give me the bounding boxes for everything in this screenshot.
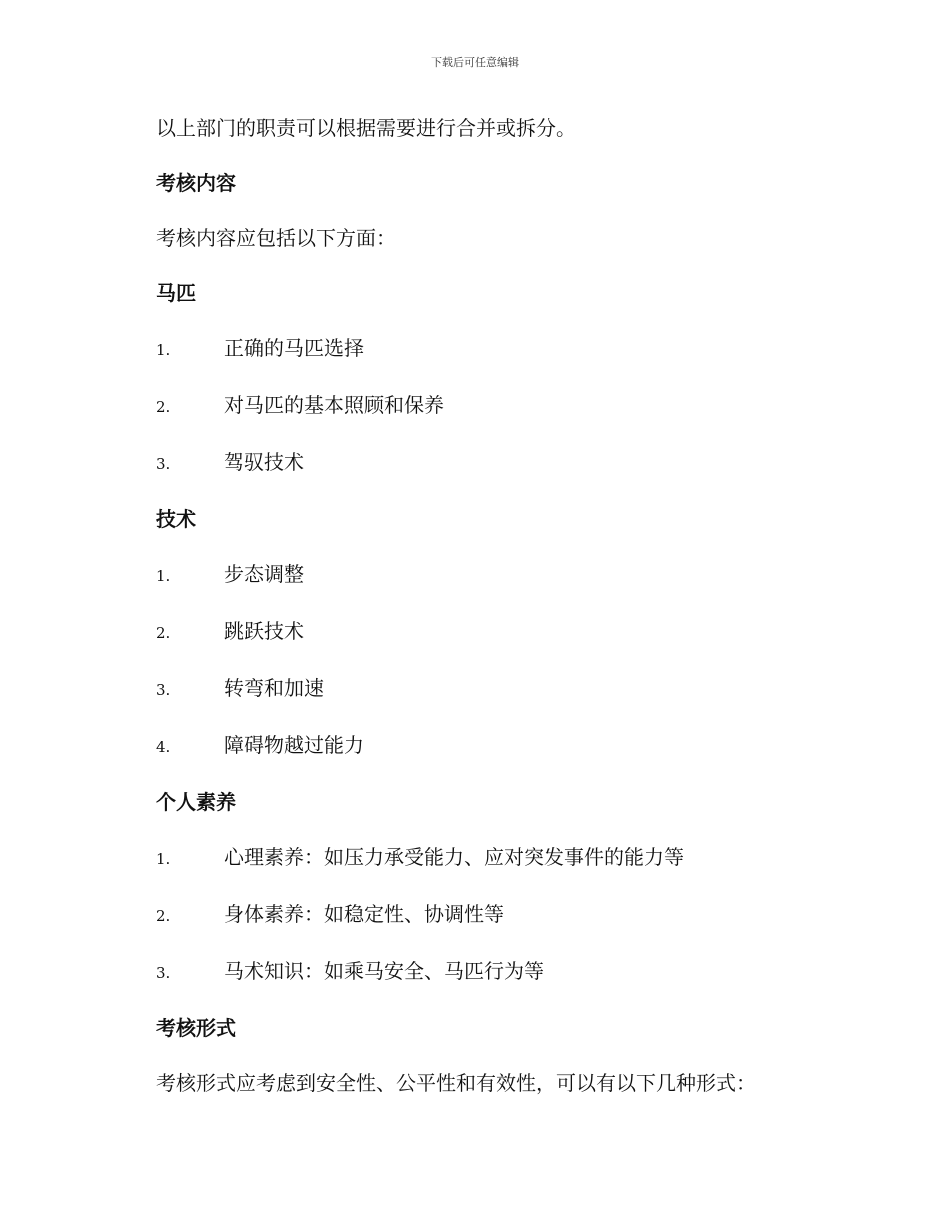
list-number: 1. xyxy=(156,567,171,585)
list-number: 2. xyxy=(156,624,171,642)
list-number: 1. xyxy=(156,341,171,359)
list-number: 4. xyxy=(156,738,171,756)
heading-assessment-content: 考核内容 xyxy=(156,171,236,195)
list-text: 心理素养：如压力承受能力、应对突发事件的能力等 xyxy=(224,845,684,869)
heading-horse: 马匹 xyxy=(156,281,196,305)
list-item xyxy=(156,730,836,762)
heading-assessment-format: 考核形式 xyxy=(156,1016,236,1040)
list-item xyxy=(156,559,836,591)
heading-technique: 技术 xyxy=(156,507,196,531)
list-number: 3. xyxy=(156,681,171,699)
document-body xyxy=(156,113,836,1123)
list-text: 正确的马匹选择 xyxy=(224,336,364,360)
paragraph-assessment-intro: 考核内容应包括以下方面： xyxy=(156,226,396,250)
paragraph-department-duties: 以上部门的职责可以根据需要进行合并或拆分。 xyxy=(156,116,576,140)
list-item xyxy=(156,842,836,874)
list-text: 步态调整 xyxy=(224,562,304,586)
list-item xyxy=(156,956,836,988)
list-item xyxy=(156,390,836,422)
list-text: 转弯和加速 xyxy=(224,676,324,700)
list-technique xyxy=(156,559,836,762)
list-item xyxy=(156,333,836,365)
list-item xyxy=(156,673,836,705)
list-number: 3. xyxy=(156,455,171,473)
list-text: 对马匹的基本照顾和保养 xyxy=(224,393,444,417)
list-text: 身体素养：如稳定性、协调性等 xyxy=(224,902,504,926)
list-number: 2. xyxy=(156,398,171,416)
list-text: 驾驭技术 xyxy=(224,450,304,474)
page-header-note: 下载后可任意编辑 xyxy=(431,56,519,69)
list-horse xyxy=(156,333,836,479)
list-text: 跳跃技术 xyxy=(224,619,304,643)
list-item xyxy=(156,899,836,931)
paragraph-assessment-format: 考核形式应考虑到安全性、公平性和有效性，可以有以下几种形式： xyxy=(156,1071,756,1095)
list-number: 1. xyxy=(156,850,171,868)
heading-personal-quality: 个人素养 xyxy=(156,790,236,814)
list-item xyxy=(156,616,836,648)
list-item xyxy=(156,447,836,479)
list-personal-quality xyxy=(156,842,836,988)
list-text: 马术知识：如乘马安全、马匹行为等 xyxy=(224,959,544,983)
list-number: 3. xyxy=(156,964,171,982)
list-number: 2. xyxy=(156,907,171,925)
list-text: 障碍物越过能力 xyxy=(224,733,364,757)
